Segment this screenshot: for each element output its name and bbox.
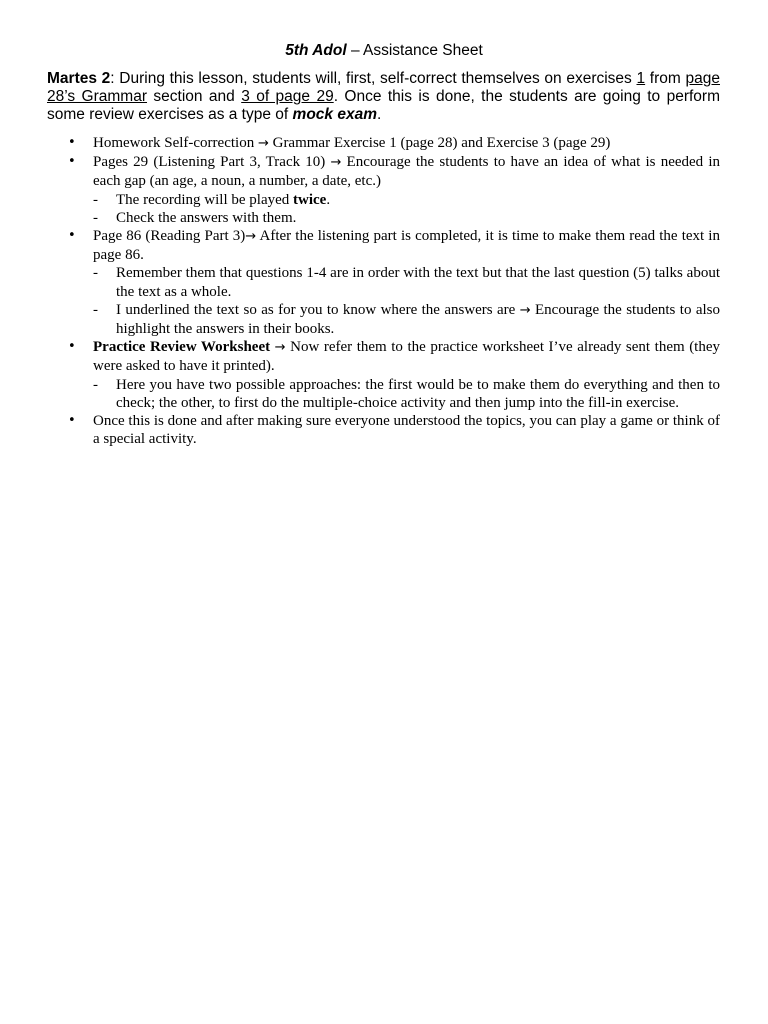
sub-item-text: . [326, 191, 331, 208]
instruction-list [0, 134, 768, 448]
item-text: Now refer them to the practice worksheet I’ve already sent them (they were asked to have it printed). [93, 339, 721, 375]
title-rest: – Assistance Sheet [346, 42, 483, 59]
item-text: Homework Self-correction [93, 135, 258, 151]
sub-item-question-order [93, 264, 720, 300]
bullet-dot: • [68, 228, 76, 244]
intro-underline-page29: 3 of page 29 [241, 88, 334, 105]
intro-text-2: from [645, 70, 686, 87]
dash-marker: - [93, 209, 98, 226]
sub-item-approaches [93, 376, 720, 412]
intro-text-3: section and [147, 88, 242, 105]
bullet-dot: • [68, 154, 76, 170]
sub-item-text: Here you have two possible approaches: the first would be to make them do everything and then to check; the other, to first do the multiple-choice activity and then jump into the fill-in exercise. [116, 376, 720, 411]
item-text: After the listening part is completed, it is time to make them read the text in page 86. [93, 228, 720, 264]
dash-marker: - [93, 191, 98, 208]
list-item-reading [0, 227, 768, 338]
page-title [0, 42, 768, 60]
arrow-icon: → [274, 340, 286, 356]
intro-text-5: . [376, 106, 382, 123]
sub-list [93, 191, 720, 227]
dash-marker: - [93, 301, 98, 318]
list-item-worksheet [0, 338, 768, 412]
arrow-icon: → [330, 155, 342, 171]
sub-item-text: Check the answers with them. [116, 209, 297, 226]
list-item-game [0, 412, 768, 448]
bullet-dot: • [68, 413, 76, 429]
bullet-dot: • [68, 135, 76, 150]
sub-item-recording [93, 191, 720, 209]
item-text: Once this is done and after making sure everyone understood the topics, you can play a game or think of a special activity. [93, 413, 720, 448]
intro-underline-page28: page 28’s Grammar [47, 70, 720, 105]
list-item-listening [0, 153, 768, 227]
intro-text-1: : During this lesson, students will, first, self-correct themselves on exercises [110, 70, 637, 87]
intro-label: Martes 2 [47, 70, 111, 87]
sub-item-underlined-text [93, 301, 720, 338]
sub-item-text: The recording will be played [116, 191, 294, 208]
arrow-icon: → [257, 136, 269, 151]
sub-item-text: Remember them that questions 1-4 are in order with the text but that the last question (5) talks about the text as a whole. [116, 265, 720, 300]
list-item-homework [0, 134, 768, 153]
arrow-icon: → [519, 302, 531, 318]
item-bold-text: Practice Review Worksheet [93, 339, 271, 356]
item-text: Pages 29 (Listening Part 3, Track 10) [93, 154, 331, 171]
title-class-name: 5th Adol [285, 42, 347, 59]
sub-list [93, 264, 720, 338]
sub-item-check-answers [93, 209, 720, 227]
intro-text-4: . Once this is done, the students are going to perform some review exercises as a type of [47, 88, 720, 123]
dash-marker: - [93, 265, 98, 282]
bullet-dot: • [68, 339, 76, 355]
intro-underline-exercise-1: 1 [636, 70, 646, 87]
sub-item-text: I underlined the text so as for you to know where the answers are [116, 301, 520, 318]
item-text: Encourage the students to have an idea of what is needed in each gap (an age, a noun, a number, a date, etc.) [93, 154, 721, 190]
intro-paragraph [47, 70, 720, 124]
dash-marker: - [93, 376, 98, 393]
item-text: Page 86 (Reading Part 3) [93, 228, 246, 245]
intro-mock-exam: mock exam [292, 106, 377, 123]
sub-item-text: Encourage the students to also highlight the answers in their books. [116, 301, 720, 338]
sub-list [93, 376, 720, 412]
item-text: Grammar Exercise 1 (page 28) and Exercise 3 (page 29) [268, 135, 611, 151]
arrow-icon: → [245, 229, 257, 245]
sub-item-bold: twice [293, 191, 327, 208]
